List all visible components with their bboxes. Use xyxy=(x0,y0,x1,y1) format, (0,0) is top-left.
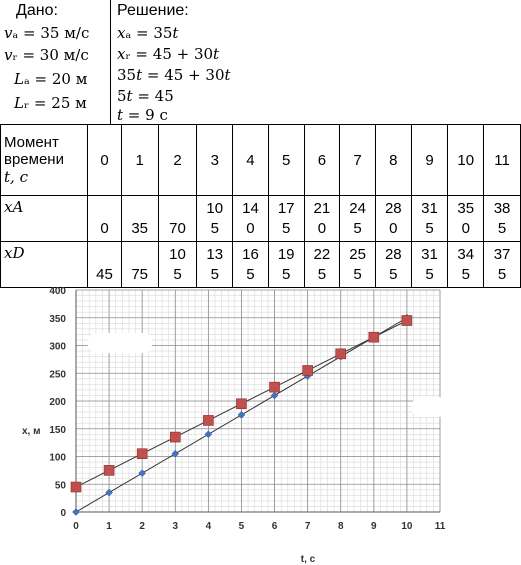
xa-cell: 17 5 xyxy=(268,196,304,242)
xa-cell: 24 5 xyxy=(340,196,376,242)
time-row xyxy=(1,125,521,196)
solution-column xyxy=(111,0,311,124)
data-point-series-1 xyxy=(271,392,278,399)
given-va: 𝑣ₐ = 35 м/с xyxy=(4,24,90,42)
data-point-series-2 xyxy=(303,365,313,375)
x-tick-label: 7 xyxy=(304,521,311,532)
data-point-series-2 xyxy=(203,415,213,425)
y-axis-label: x, м xyxy=(22,425,41,437)
xd-label-cell xyxy=(1,242,88,288)
time-cell: 5 xyxy=(268,125,304,196)
solution-line-1: 𝑥ₐ = 35𝑡 xyxy=(117,24,179,42)
xd-cell: 22 5 xyxy=(304,242,340,288)
time-cell: 6 xyxy=(304,125,340,196)
x-tick-label: 9 xyxy=(371,521,377,532)
given-la: 𝐿ₐ = 20 м xyxy=(14,70,88,88)
data-point-series-2 xyxy=(104,465,114,475)
xd-cell: 13 5 xyxy=(197,242,233,288)
x-tick-label: 5 xyxy=(238,521,245,532)
blank-patch xyxy=(412,397,446,417)
xa-cell: 35 0 xyxy=(448,196,484,242)
xd-cell: 25 5 xyxy=(340,242,376,288)
y-tick-label: 0 xyxy=(60,508,66,519)
xa-cell: 35 xyxy=(121,196,158,242)
data-point-series-1 xyxy=(73,509,80,516)
xa-label: 𝑥A xyxy=(4,198,24,216)
given-solution-block xyxy=(0,0,521,124)
data-point-series-1 xyxy=(106,489,113,496)
time-cell: 9 xyxy=(411,125,448,196)
time-cell: 11 xyxy=(484,125,521,196)
xd-cell: 34 5 xyxy=(448,242,484,288)
xd-cell: 31 5 xyxy=(411,242,448,288)
data-point-series-2 xyxy=(270,382,280,392)
data-point-series-2 xyxy=(236,399,246,409)
solution-header: Решение: xyxy=(117,2,189,19)
data-point-series-2 xyxy=(170,432,180,442)
time-cell: 2 xyxy=(158,125,197,196)
given-header: Дано: xyxy=(16,2,58,19)
x-axis-label: t, c xyxy=(300,554,316,565)
xd-row xyxy=(1,242,521,288)
x-tick-label: 11 xyxy=(434,521,446,532)
given-lr: 𝐿ᵣ = 25 м xyxy=(14,94,87,112)
xa-cell: 70 xyxy=(158,196,197,242)
given-column xyxy=(0,0,111,124)
time-cell: 1 xyxy=(121,125,158,196)
data-point-series-1 xyxy=(205,431,212,438)
y-tick-label: 250 xyxy=(49,369,66,381)
time-cell: 8 xyxy=(375,125,411,196)
xa-cell: 21 0 xyxy=(304,196,340,242)
x-tick-label: 10 xyxy=(401,521,413,532)
position-chart xyxy=(0,285,521,565)
x-tick-label: 1 xyxy=(106,521,112,532)
solution-line-4: 5𝑡 = 45 xyxy=(117,87,174,105)
data-point-series-2 xyxy=(137,449,147,459)
xd-cell: 75 xyxy=(121,242,158,288)
xa-cell: 0 xyxy=(88,196,122,242)
xd-cell: 37 5 xyxy=(484,242,521,288)
xa-row xyxy=(1,196,521,242)
y-tick-label: 350 xyxy=(49,313,66,325)
xd-cell: 16 5 xyxy=(233,242,269,288)
data-point-series-1 xyxy=(139,470,146,477)
y-tick-label: 300 xyxy=(49,341,66,353)
data-point-series-2 xyxy=(336,349,346,359)
chart-svg xyxy=(0,285,521,565)
x-tick-label: 6 xyxy=(271,521,278,532)
data-point-series-2 xyxy=(71,482,81,492)
xa-cell: 10 5 xyxy=(197,196,233,242)
y-tick-label: 150 xyxy=(49,424,66,436)
time-cell: 4 xyxy=(233,125,269,196)
solution-line-3: 35𝑡 = 45 + 30𝑡 xyxy=(117,66,231,84)
solution-line-2: 𝑥ᵣ = 45 + 30𝑡 xyxy=(117,45,220,63)
y-tick-label: 200 xyxy=(49,397,66,408)
y-tick-label: 100 xyxy=(49,452,66,464)
y-tick-label: 400 xyxy=(49,286,66,297)
data-point-series-1 xyxy=(238,411,245,418)
x-tick-label: 3 xyxy=(172,521,179,532)
xd-cell: 10 5 xyxy=(158,242,197,288)
solution-line-5: 𝑡 = 9 с xyxy=(117,106,168,124)
position-table xyxy=(0,124,521,288)
time-header-line-2: времени xyxy=(4,151,64,168)
xd-cell: 28 5 xyxy=(375,242,411,288)
time-cell: 0 xyxy=(88,125,122,196)
x-tick-label: 8 xyxy=(337,521,344,532)
xd-label: 𝑥D xyxy=(4,244,25,262)
time-cell: 7 xyxy=(340,125,376,196)
x-tick-label: 2 xyxy=(139,521,145,532)
data-point-series-2 xyxy=(402,316,412,326)
xa-cell: 31 5 xyxy=(411,196,448,242)
xa-cell: 14 0 xyxy=(233,196,269,242)
time-cell: 3 xyxy=(197,125,233,196)
xa-label-cell xyxy=(1,196,88,242)
blank-patch xyxy=(88,333,152,353)
xa-cell: 38 5 xyxy=(484,196,521,242)
xa-cell: 28 0 xyxy=(375,196,411,242)
data-point-series-2 xyxy=(369,332,379,342)
time-header-line-3: 𝑡, с xyxy=(4,168,28,186)
y-tick-label: 50 xyxy=(54,480,66,492)
time-header-line-1: Момент xyxy=(4,134,59,151)
x-tick-label: 0 xyxy=(73,521,79,532)
time-header-cell xyxy=(1,125,88,196)
given-vr: 𝑣ᵣ = 30 м/с xyxy=(4,46,89,64)
time-cell: 10 xyxy=(448,125,484,196)
xd-cell: 45 xyxy=(88,242,122,288)
x-tick-label: 4 xyxy=(205,521,212,532)
xd-cell: 19 5 xyxy=(268,242,304,288)
